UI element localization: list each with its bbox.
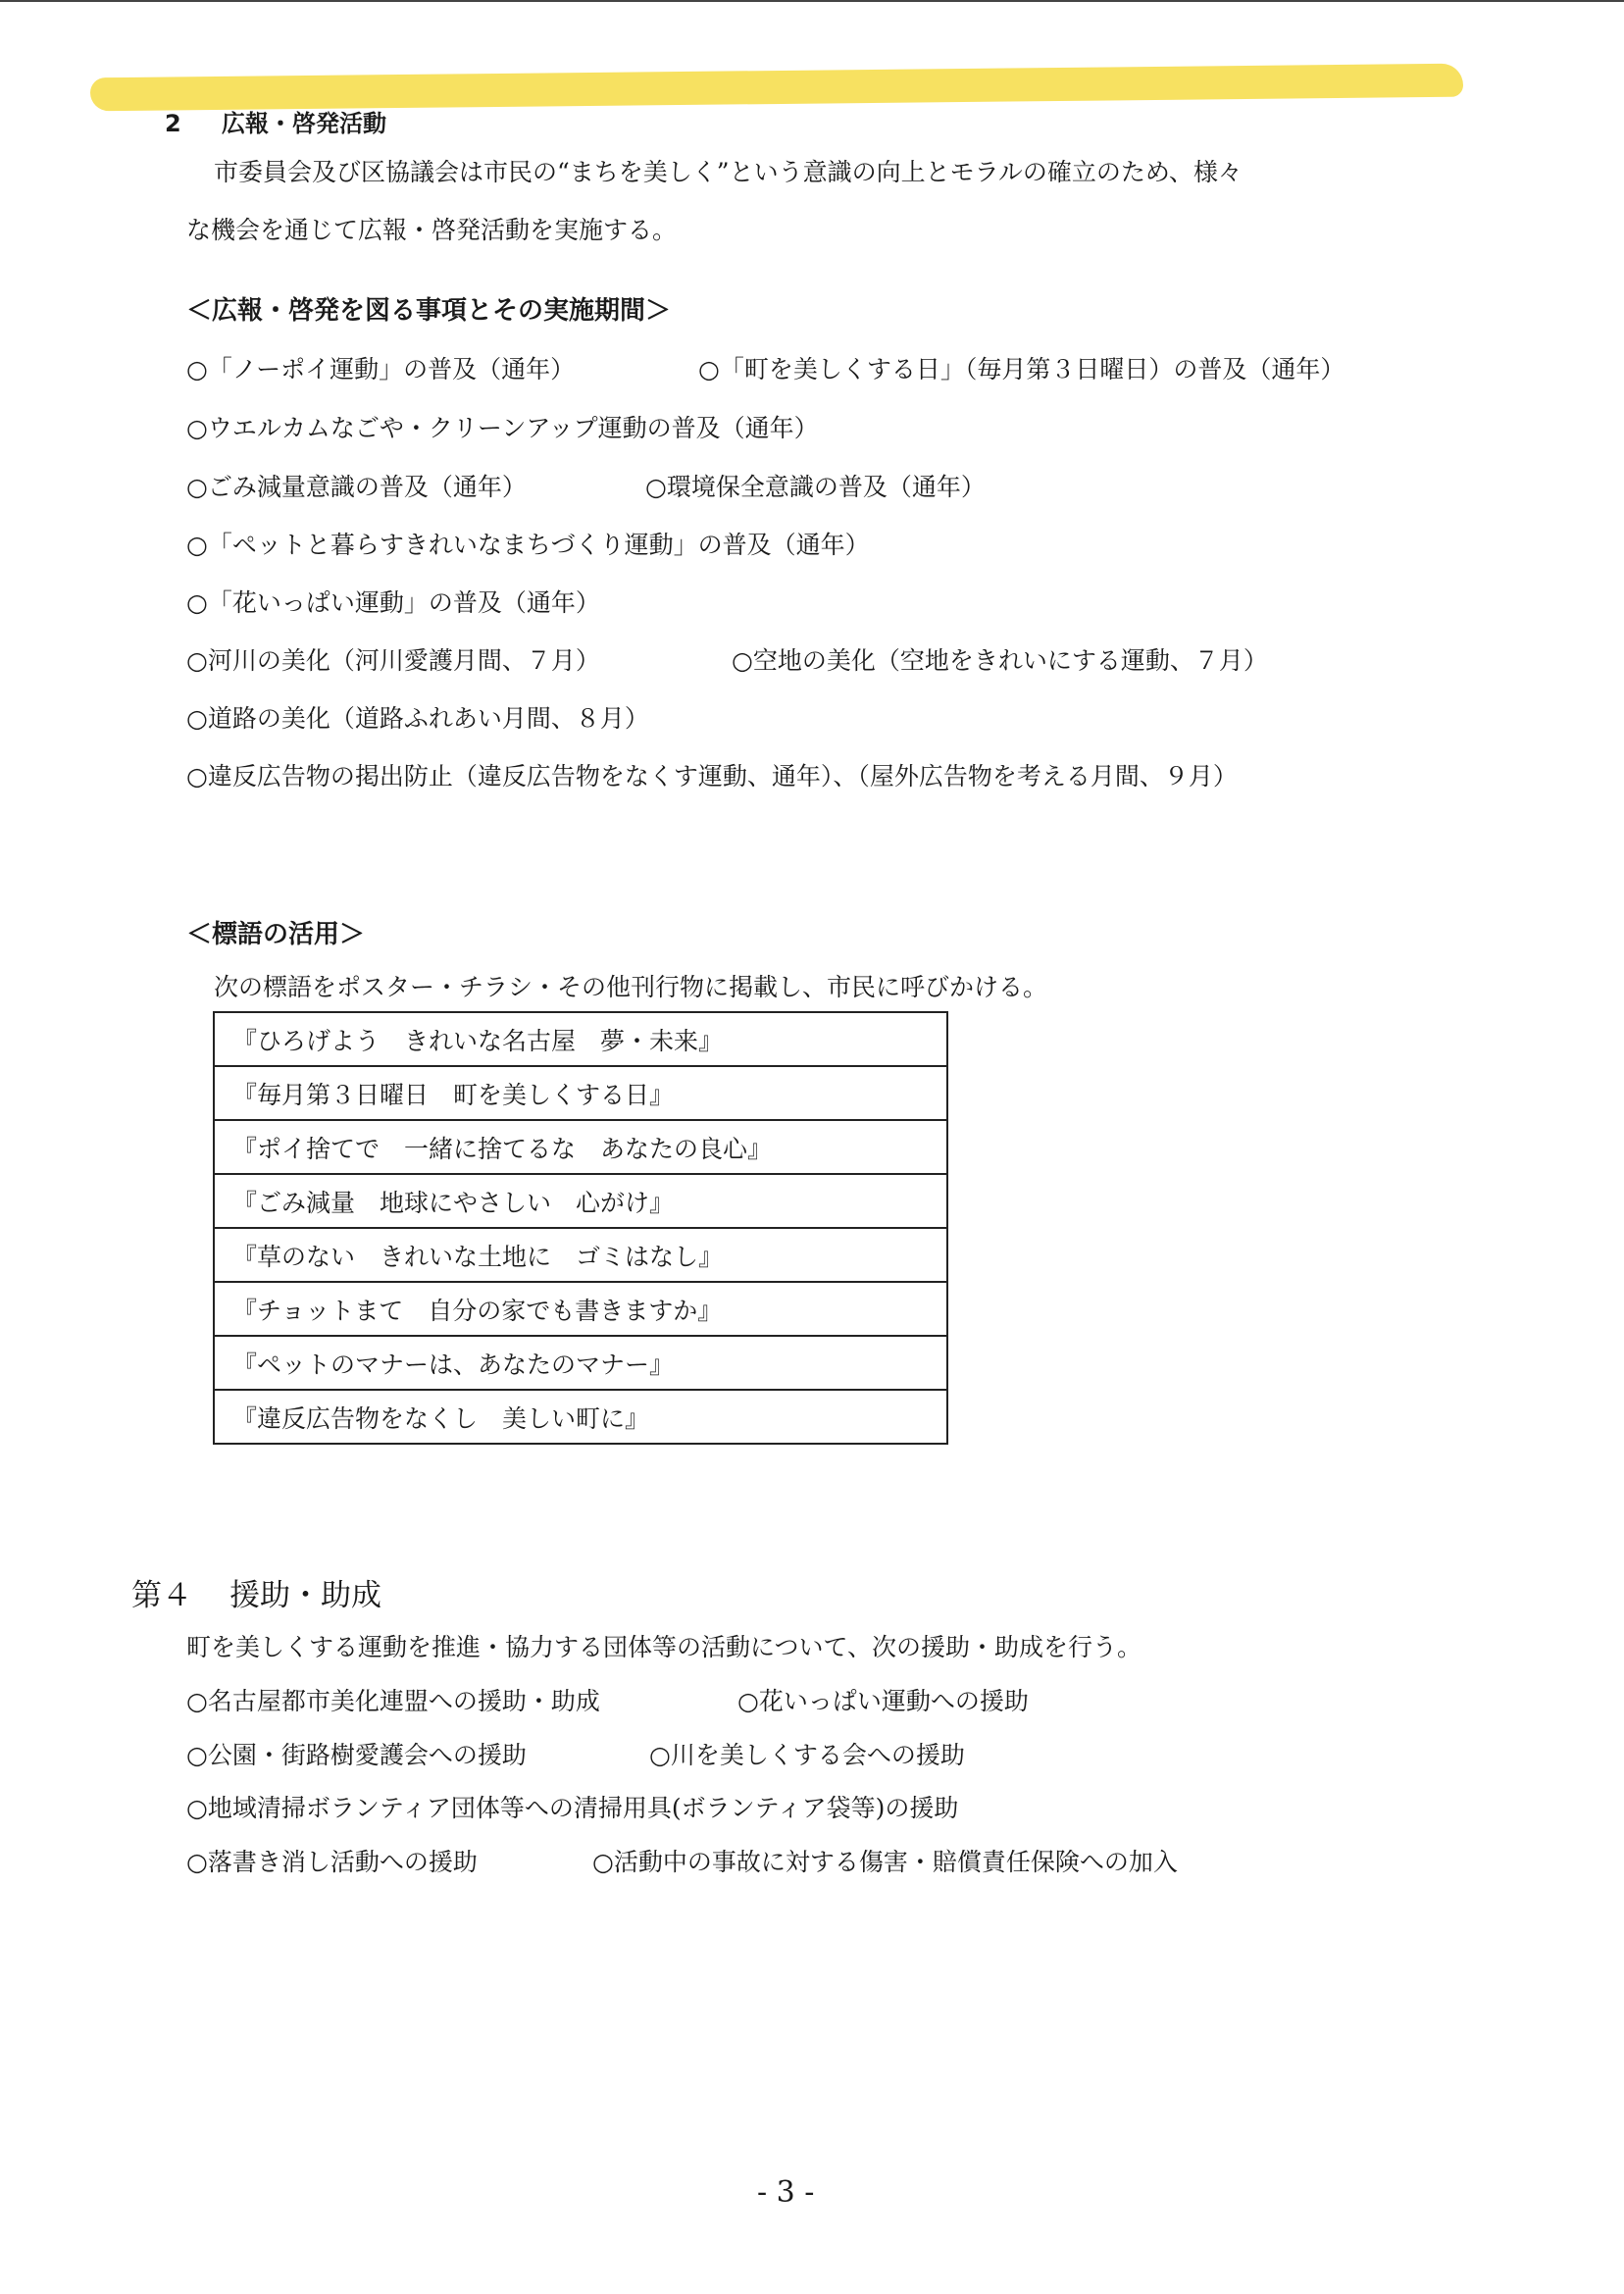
list-item: ○「ペットと暮らすきれいなまちづくり運動」の普及（通年）: [186, 531, 870, 559]
section-intro-line-2: な機会を通じて広報・啓発活動を実施する。: [186, 216, 678, 244]
slogan-table: [213, 1011, 948, 1445]
page-number: - 3 -: [757, 2175, 815, 2210]
section-intro-line-1: 市委員会及び区協議会は市民の“まちを美しく”という意識の向上とモラルの確立のため、様々: [214, 158, 1243, 186]
table-row: [214, 1012, 947, 1066]
slogans-intro: 次の標語をポスター・チラシ・その他刊行物に掲載し、市民に呼びかける。: [214, 973, 1048, 1001]
list-item: ○環境保全意識の普及（通年）: [645, 473, 986, 501]
section-heading: [165, 104, 386, 138]
list-item: ○「花いっぱい運動」の普及（通年）: [186, 588, 600, 617]
chapter-intro: 町を美しくする運動を推進・協力する団体等の活動について、次の援助・助成を行う。: [186, 1633, 1142, 1661]
table-row: [214, 1282, 947, 1336]
table-row: [214, 1336, 947, 1390]
table-row: [214, 1120, 947, 1174]
table-row: [214, 1174, 947, 1228]
list-item: ○違反広告物の掲出防止（違反広告物をなくす運動、通年）、（屋外広告物を考える月間、９月）: [186, 762, 1238, 790]
table-row: [214, 1390, 947, 1444]
list-item: ○「町を美しくする日」（毎月第３日曜日）の普及（通年）: [698, 355, 1345, 383]
slogan-cell: 『ペットのマナーは、あなたのマナー』: [214, 1336, 947, 1390]
slogan-cell: 『毎月第３日曜日 町を美しくする日』: [214, 1066, 947, 1120]
list-item: ○公園・街路樹愛護会への援助: [186, 1741, 527, 1769]
list-item: ○地域清掃ボランティア団体等への清掃用具(ボランティア袋等)の援助: [186, 1794, 959, 1822]
list-item: ○空地の美化（空地をきれいにする運動、７月）: [732, 646, 1268, 675]
slogans-heading: ＜標語の活用＞: [186, 920, 366, 949]
table-row: [214, 1066, 947, 1120]
list-item: ○道路の美化（道路ふれあい月間、８月）: [186, 704, 649, 733]
table-row: [214, 1228, 947, 1282]
chapter-title: 援助・助成: [229, 1578, 381, 1613]
list-item: ○落書き消し活動への援助: [186, 1848, 478, 1876]
slogan-cell: 『チョットまて 自分の家でも書きますか』: [214, 1282, 947, 1336]
slogan-cell: 『草のない きれいな土地に ゴミはなし』: [214, 1228, 947, 1282]
matters-heading: ＜広報・啓発を図る事項とその実施期間＞: [186, 296, 672, 326]
list-item: ○花いっぱい運動への援助: [737, 1687, 1029, 1715]
page-top-border: [0, 0, 1624, 2]
list-item: ○ウエルカムなごや・クリーンアップ運動の普及（通年）: [186, 414, 819, 442]
list-item: ○ごみ減量意識の普及（通年）: [186, 473, 527, 501]
list-item: ○活動中の事故に対する傷害・賠償責任保険への加入: [592, 1848, 1178, 1876]
chapter-number: 第４: [131, 1578, 192, 1613]
slogan-cell: 『ひろげよう きれいな名古屋 夢・未来』: [214, 1012, 947, 1066]
chapter-heading: [131, 1570, 381, 1614]
slogan-cell: 『ごみ減量 地球にやさしい 心がけ』: [214, 1174, 947, 1228]
slogan-cell: 『違反広告物をなくし 美しい町に』: [214, 1390, 947, 1444]
list-item: ○「ノーポイ運動」の普及（通年）: [186, 355, 576, 383]
slogan-cell: 『ポイ捨てで 一緒に捨てるな あなたの良心』: [214, 1120, 947, 1174]
section-number: 2: [165, 110, 181, 137]
list-item: ○川を美しくする会への援助: [649, 1741, 965, 1769]
list-item: ○名古屋都市美化連盟への援助・助成: [186, 1687, 600, 1715]
section-title: 広報・啓発活動: [222, 110, 386, 137]
list-item: ○河川の美化（河川愛護月間、７月）: [186, 646, 600, 675]
